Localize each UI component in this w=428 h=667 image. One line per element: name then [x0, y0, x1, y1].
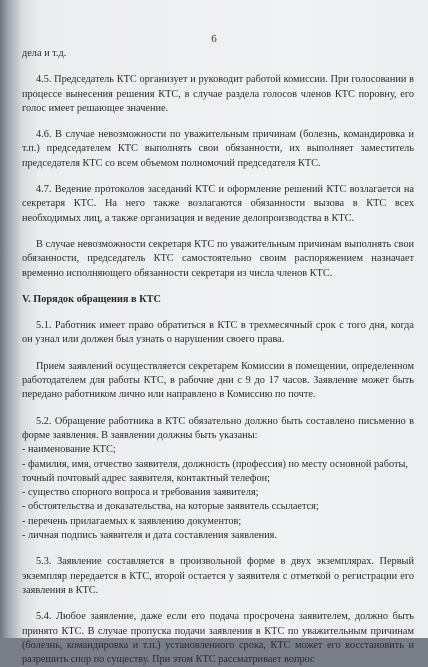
paragraph-5-4: 5.4. Любое заявление, даже если его подача просрочена заявителем, должно быть принято КТС. В случае пропуска подачи заявления в КТС по уважительным причинам (болезнь, командировка и т.п.) установленного срока, КТС может его восстановить и разрешить спор по существу. При этом КТС рассматривает вопрос	[22, 611, 414, 666]
list-item: - обстоятельства и доказательства, на которые заявитель ссылается;	[22, 501, 319, 513]
document-body	[22, 47, 414, 667]
paragraph-4-6: 4.6. В случае невозможности по уважительным причинам (болезнь, командировка и т.п.) председателем КТС выполнять свои обязанности, их выполняет заместитель председателя КТС со всем объемом полномочий председателя КТС.	[22, 129, 414, 169]
paragraph-secretary-substitute: В случае невозможности секретаря КТС по уважительным причинам выполнять свои обязанности, председатель КТС самостоятельно своим распоряжением назначает временно исполняющего обязанности секретаря из числа членов КТС.	[22, 238, 414, 279]
list-item: - перечень прилагаемых к заявлению документов;	[22, 515, 242, 527]
requirements-list	[22, 443, 414, 543]
list-item: - личная подпись заявителя и дата составления заявления.	[22, 530, 277, 542]
paragraph-4-5: 4.5. Председатель КТС организует и руководит работой комиссии. При голосовании в процессе вынесения решения КТС, в случае раздела голосов членов КТС поровну, его голос имеет решающее значение.	[22, 74, 414, 114]
list-item: - наименование КТС;	[22, 444, 116, 456]
list-item: - существо спорного вопроса и требования заявителя;	[22, 487, 259, 499]
paragraph-reception: Прием заявлений осуществляется секретарем Комиссии в помещении, определенном работодателем для работы КТС, в рабочие дни с 9 до 17 часов. Заявление может быть передано работником лично или направлено в Комиссию по почте.	[22, 360, 414, 401]
paragraph-5-3: 5.3. Заявление составляется в произвольной форме в двух экземплярах. Первый экземпляр передается в КТС, второй остается у заявителя с отметкой о регистрации его заявления в КТС.	[22, 556, 414, 596]
page-number: 6	[211, 33, 217, 45]
paragraph-4-7: 4.7. Ведение протоколов заседаний КТС и оформление решений КТС возлагается на секретаря КТС. На него также возлагаются обязанности вызова в КТС всех необходимых лиц, а также организация и ведение делопроизводства в КТС.	[22, 184, 414, 224]
paragraph-continuation: дела и т.д.	[22, 48, 67, 59]
paragraph-5-1: 5.1. Работник имеет право обратиться в КТС в трехмесячный срок с того дня, когда он узнал или должен был узнать о нарушении своего права.	[22, 320, 414, 346]
paragraph-5-2: 5.2. Обращение работника в КТС обязательно должно быть составлено письменно в форме заявления. В заявлении должны быть указаны:	[22, 415, 414, 441]
list-item: - фамилия, имя, отчество заявителя, должность (профессия) по месту основной работы, точный почтовый адрес заявителя, контактный телефон;	[22, 458, 408, 484]
section-heading: V. Порядок обращения в КТС	[22, 293, 161, 305]
